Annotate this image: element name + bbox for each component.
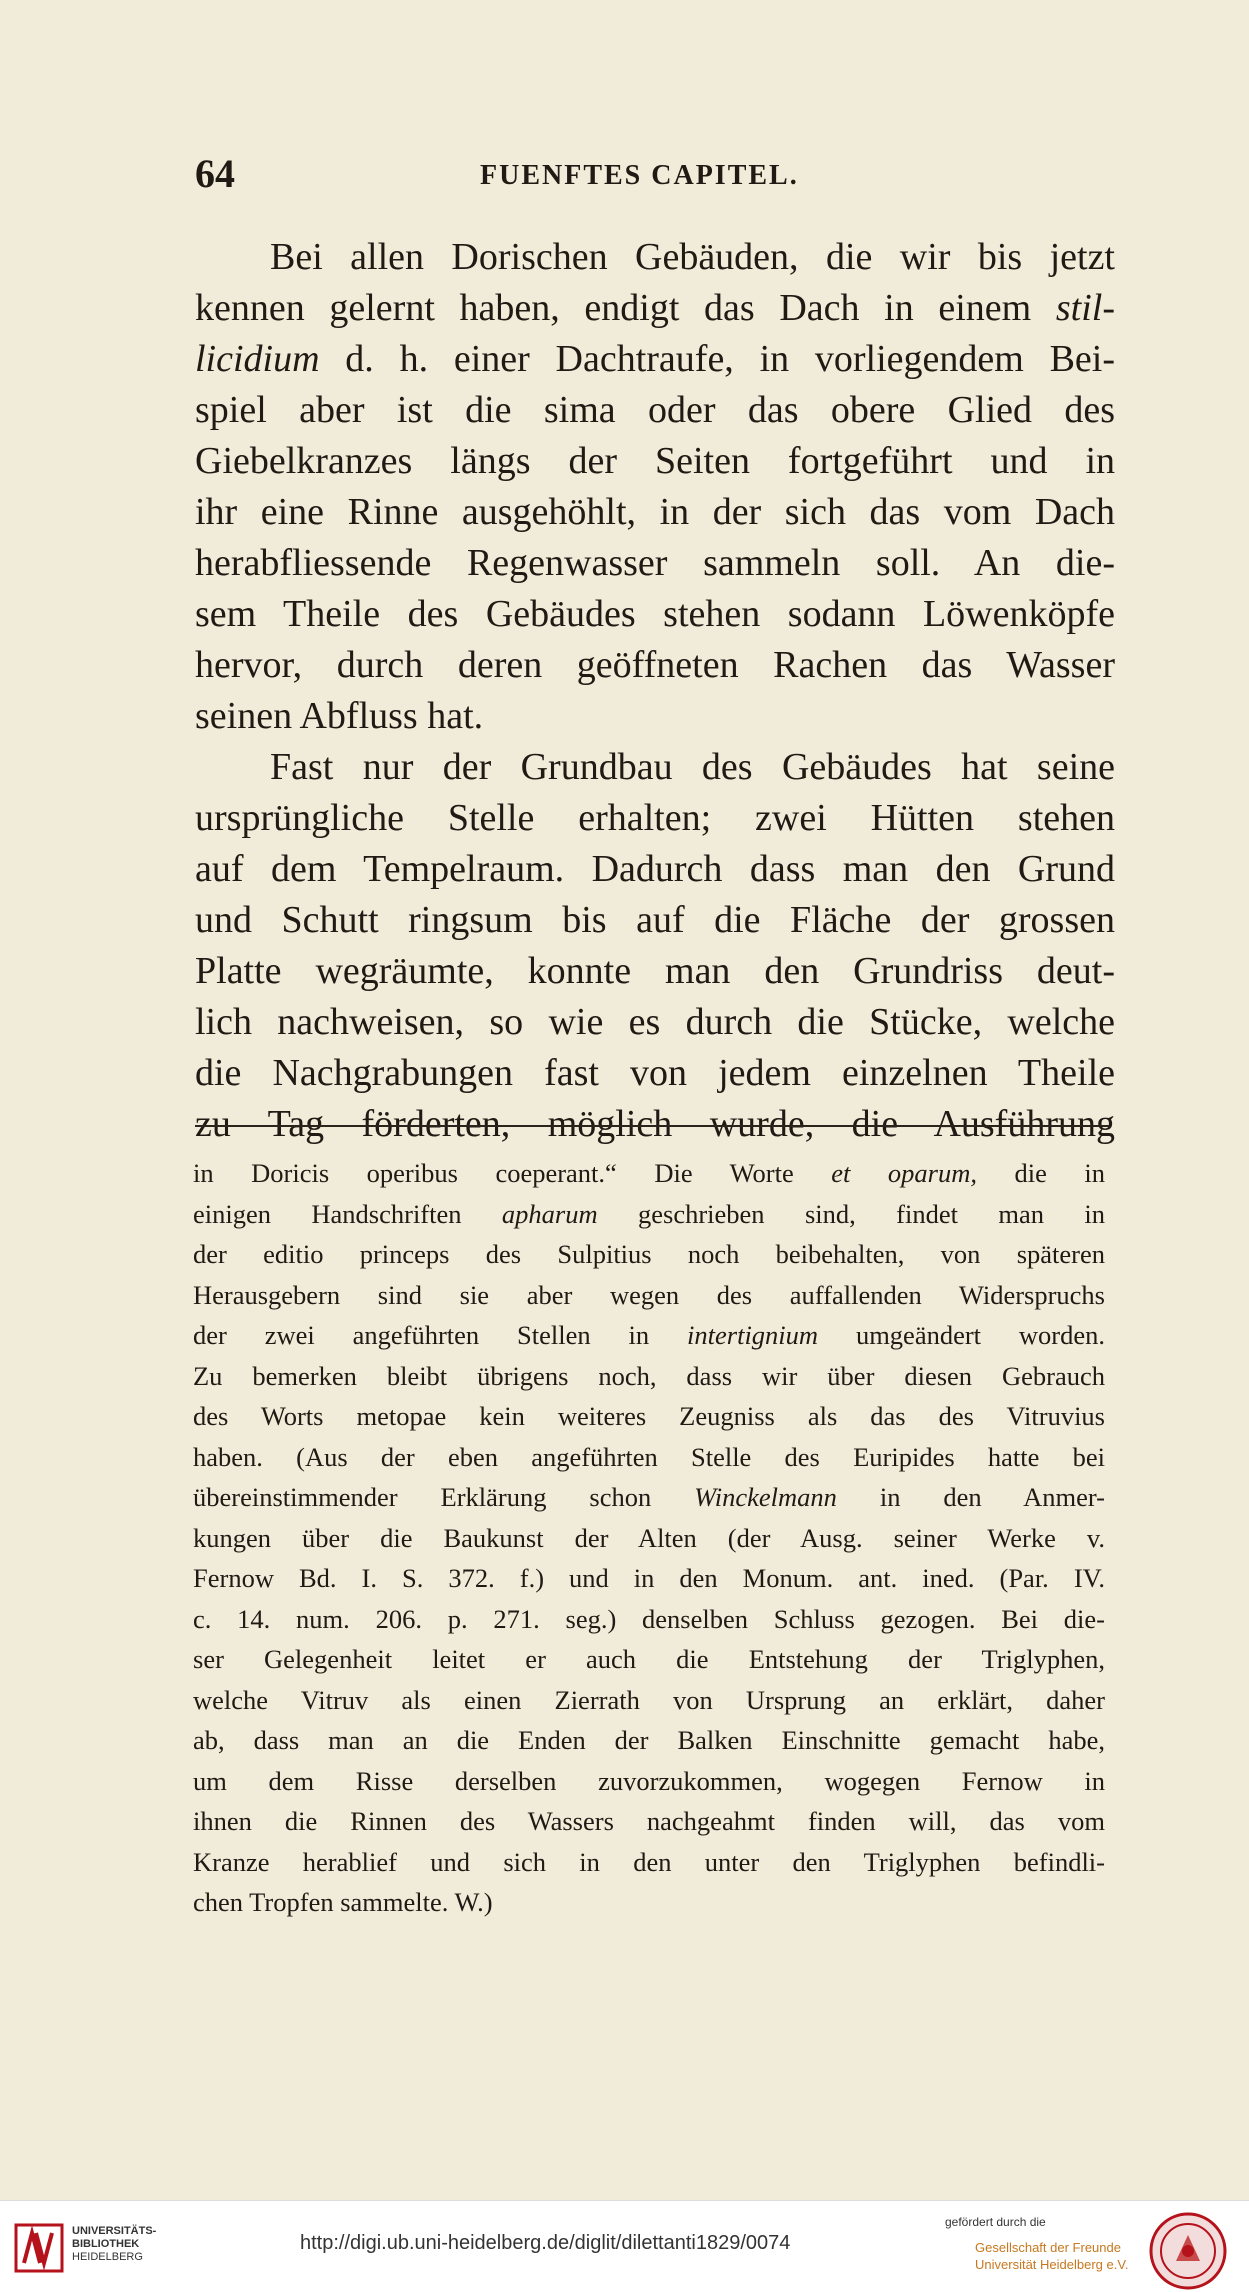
main-line: Platte wegräumte, konnte man den Grundriss deut- bbox=[195, 950, 1115, 992]
italic-term: intertignium bbox=[687, 1320, 819, 1350]
footnote-line: chen Tropfen sammelte. W.) bbox=[193, 1887, 493, 1917]
italic-term: apharum bbox=[501, 1198, 598, 1229]
main-line: seinen Abfluss hat. bbox=[195, 695, 484, 737]
footnote-line: Zu bemerken bleibt übrigens noch, dass wir über diesen Gebrauch bbox=[193, 1360, 1105, 1391]
source-url-link[interactable]: http://digi.ub.uni-heidelberg.de/diglit/dilettanti1829/0074 bbox=[300, 2232, 791, 2254]
library-name bbox=[72, 2225, 156, 2264]
main-line: Giebelkranzes längs der Seiten fortgeführt und in bbox=[195, 440, 1115, 482]
footnote-line: ab, dass man an die Enden der Balken Einschnitte gemacht habe, bbox=[193, 1725, 1105, 1755]
page-number: 64 bbox=[195, 151, 235, 196]
main-line: sem Theile des Gebäudes stehen sodann Löwenköpfe bbox=[195, 593, 1115, 635]
footnote-line: Kranze herablief und sich in den unter den Triglyphen befindli- bbox=[193, 1846, 1105, 1877]
main-line: ursprüngliche Stelle erhalten; zwei Hütten stehen bbox=[195, 797, 1115, 839]
footnote-line: übereinstimmender Erklärung schon Winckelmann in den Anmer- bbox=[193, 1482, 1106, 1512]
library-name-line: BIBLIOTHEK bbox=[72, 2238, 140, 2250]
sponsor-label: gefördert durch die bbox=[945, 2215, 1046, 2229]
library-name-line: HEIDELBERG bbox=[72, 2251, 143, 2263]
main-line: licidium d. h. einer Dachtraufe, in vorliegendem Bei- bbox=[195, 338, 1115, 380]
italic-term: stil- bbox=[1055, 287, 1115, 329]
footnote-line: ihnen die Rinnen des Wassers nachgeahmt finden will, das vom bbox=[193, 1806, 1105, 1836]
page-header bbox=[195, 150, 1115, 210]
sponsor-name bbox=[975, 2239, 1128, 2273]
footnote-line: in Doricis operibus coeperant.“ Die Worte et oparum, die in bbox=[193, 1158, 1105, 1188]
footnote-line: der zwei angeführten Stellen in intertignium umgeändert worden. bbox=[193, 1320, 1106, 1350]
italic-term: et oparum, bbox=[831, 1158, 977, 1188]
footnote-separator bbox=[195, 1125, 1110, 1127]
main-line: hervor, durch deren geöffneten Rachen das Wasser bbox=[195, 644, 1115, 686]
main-line: und Schutt ringsum bis auf die Fläche der grossen bbox=[195, 899, 1115, 941]
footnote-line: kungen über die Baukunst der Alten (der Ausg. seiner Werke v. bbox=[193, 1522, 1105, 1553]
library-logo-icon bbox=[14, 2223, 64, 2273]
footnote-line: Herausgebern sind sie aber wegen des auffallenden Widerspruchs bbox=[193, 1279, 1105, 1310]
footnote-line: haben. (Aus der eben angeführten Stelle des Euripides hatte bei bbox=[193, 1441, 1105, 1472]
footnote-line: einigen Handschriften apharum geschrieben sind, findet man in bbox=[193, 1198, 1105, 1229]
main-line: herabfliessende Regenwasser sammeln soll. An die- bbox=[195, 542, 1115, 584]
main-line: kennen gelernt haben, endigt das Dach in einem stil- bbox=[195, 287, 1115, 329]
main-text bbox=[195, 232, 1115, 1150]
footnote-line: um dem Risse derselben zuvorzukommen, wogegen Fernow in bbox=[193, 1765, 1105, 1796]
chapter-title: FUENFTES CAPITEL. bbox=[480, 160, 799, 191]
footnote-line: ser Gelegenheit leitet er auch die Entstehung der Triglyphen, bbox=[193, 1644, 1105, 1674]
footnote-line: c. 14. num. 206. p. 271. seg.) denselben Schluss gezogen. Bei die- bbox=[193, 1603, 1105, 1634]
italic-term: licidium bbox=[195, 338, 320, 380]
footnote-line: des Worts metopae kein weiteres Zeugniss als das des Vitruvius bbox=[193, 1401, 1105, 1431]
digitization-footer bbox=[0, 2200, 1249, 2292]
main-line: die Nachgrabungen fast von jedem einzelnen Theile bbox=[195, 1052, 1115, 1094]
sponsor-line: Universität Heidelberg e.V. bbox=[975, 2257, 1129, 2272]
footnote-line: welche Vitruv als einen Zierrath von Ursprung an erklärt, daher bbox=[193, 1684, 1105, 1715]
footnote-line: Fernow Bd. I. S. 372. f.) und in den Monum. ant. ined. (Par. IV. bbox=[193, 1563, 1105, 1593]
main-line: auf dem Tempelraum. Dadurch dass man den Grund bbox=[195, 848, 1115, 890]
main-line: spiel aber ist die sima oder das obere Glied des bbox=[195, 389, 1115, 431]
library-name-line: UNIVERSITÄTS- bbox=[72, 2225, 157, 2237]
footnote-line: der editio princeps des Sulpitius noch beibehalten, von späteren bbox=[193, 1239, 1105, 1269]
main-line: Bei allen Dorischen Gebäuden, die wir bis jetzt bbox=[270, 236, 1115, 278]
main-line: lich nachweisen, so wie es durch die Stücke, welche bbox=[195, 1001, 1115, 1043]
main-line: ihr eine Rinne ausgehöhlt, in der sich das vom Dach bbox=[195, 491, 1115, 533]
university-seal-icon bbox=[1148, 2211, 1228, 2291]
main-line: zu Tag förderten, möglich wurde, die Ausführung bbox=[195, 1103, 1115, 1145]
main-line: Fast nur der Grundbau des Gebäudes hat seine bbox=[270, 746, 1115, 788]
italic-name: Winckelmann bbox=[694, 1482, 837, 1512]
footnote-text bbox=[193, 1153, 1105, 1923]
sponsor-line: Gesellschaft der Freunde bbox=[975, 2240, 1121, 2255]
